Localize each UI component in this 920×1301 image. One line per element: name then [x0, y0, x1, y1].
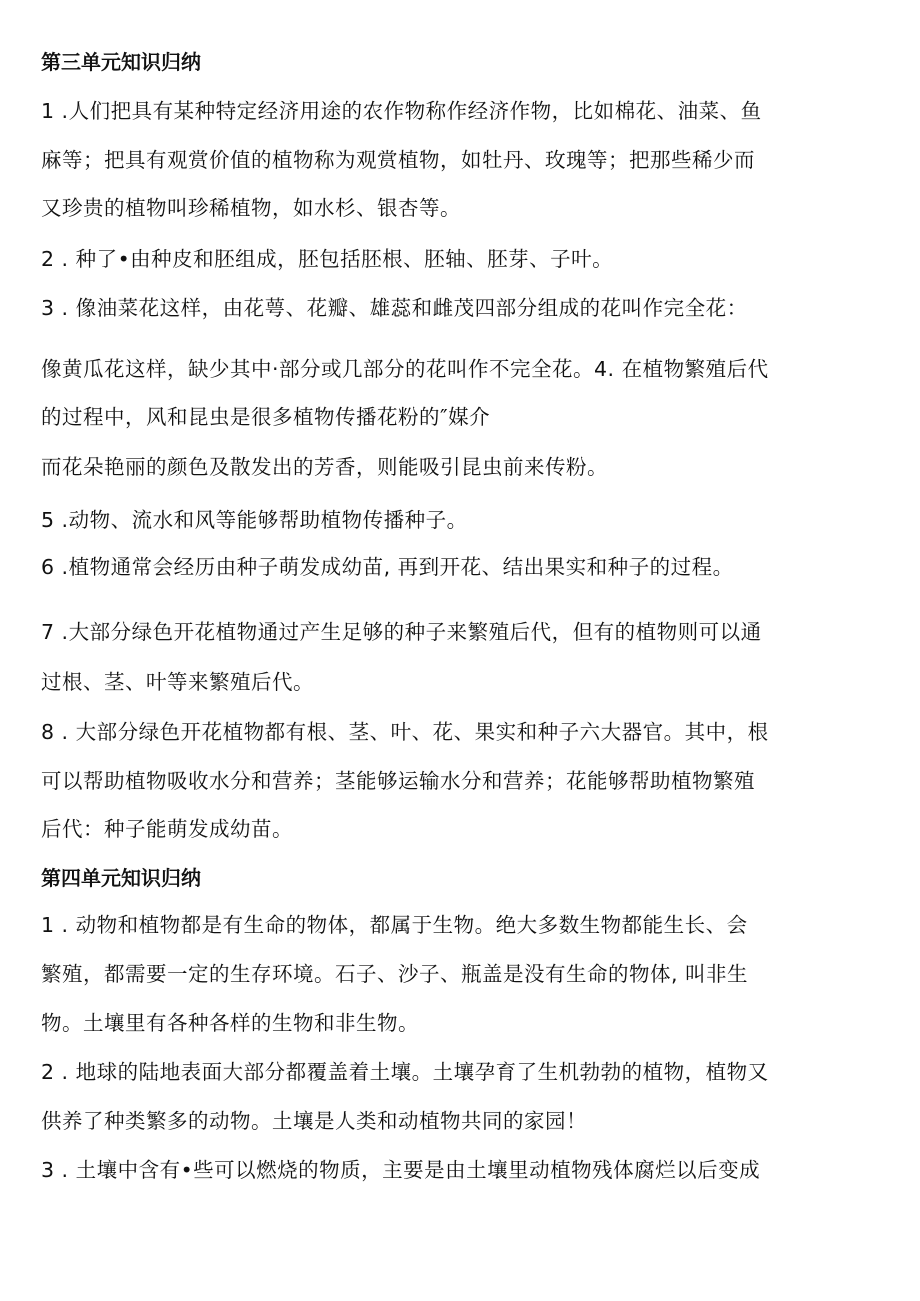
unit3-line: 1 .人们把具有某种特定经济用途的农作物称作经济作物，比如棉花、油菜、鱼	[41, 99, 762, 123]
unit4-heading: 第四单元知识归纳	[41, 866, 201, 890]
unit3-line: 6 .植物通常会经历由种子萌发成幼苗, 再到开花、结出果实和种子的过程。	[41, 555, 734, 579]
unit4-line: 1 . 动物和植物都是有生命的物体，都属于生物。绝大多数生物都能生长、会	[41, 913, 748, 937]
unit3-line: 5 .动物、流水和风等能够帮助植物传播种子。	[41, 508, 468, 532]
unit3-line: 7 .大部分绿色开花植物通过产生足够的种子来繁殖后代，但有的植物则可以通	[41, 620, 762, 644]
unit3-line: 而花朵艳丽的颜色及散发出的芳香，则能吸引昆虫前来传粉。	[41, 455, 608, 479]
unit3-line: 可以帮助植物吸收水分和营养；茎能够运输水分和营养；花能够帮助植物繁殖	[41, 769, 755, 793]
unit3-line: 过根、茎、叶等来繁殖后代。	[41, 670, 314, 694]
unit4-line: 2 . 地球的陆地表面大部分都覆盖着土壤。土壤孕育了生机勃勃的植物，植物又	[41, 1060, 769, 1084]
unit3-line: 麻等；把具有观赏价值的植物称为观赏植物，如牡丹、玫瑰等；把那些稀少而	[41, 148, 755, 172]
unit4-line: 3 . 土壤中含有•些可以燃烧的物质，主要是由土壤里动植物残体腐烂以后变成	[41, 1158, 761, 1182]
unit3-heading: 第三单元知识归纳	[41, 50, 201, 74]
unit3-line: 像黄瓜花这样，缺少其中·部分或几部分的花叫作不完全花。4. 在植物繁殖后代	[41, 357, 769, 381]
unit3-line: 又珍贵的植物叫珍稀植物，如水杉、银杏等。	[41, 196, 461, 220]
unit3-line: 2 . 种了•由种皮和胚组成，胚包括胚根、胚轴、胚芽、子叶。	[41, 247, 614, 271]
unit3-line: 后代：种子能萌发成幼苗。	[41, 817, 293, 841]
unit3-line: 的过程中，风和昆虫是很多植物传播花粉的″媒介	[41, 405, 491, 429]
unit4-line: 繁殖，都需要一定的生存环境。石子、沙子、瓶盖是没有生命的物体, 叫非生	[41, 962, 749, 986]
unit3-line: 3 . 像油菜花这样，由花萼、花瓣、雄蕊和雌茂四部分组成的花叫作完全花：	[41, 296, 748, 320]
unit3-line: 8 . 大部分绿色开花植物都有根、茎、叶、花、果实和种子六大器官。其中，根	[41, 720, 769, 744]
unit4-line: 供养了种类繁多的动物。土壤是人类和动植物共同的家园！	[41, 1109, 587, 1133]
unit4-line: 物。土壤里有各种各样的生物和非生物。	[41, 1011, 419, 1035]
